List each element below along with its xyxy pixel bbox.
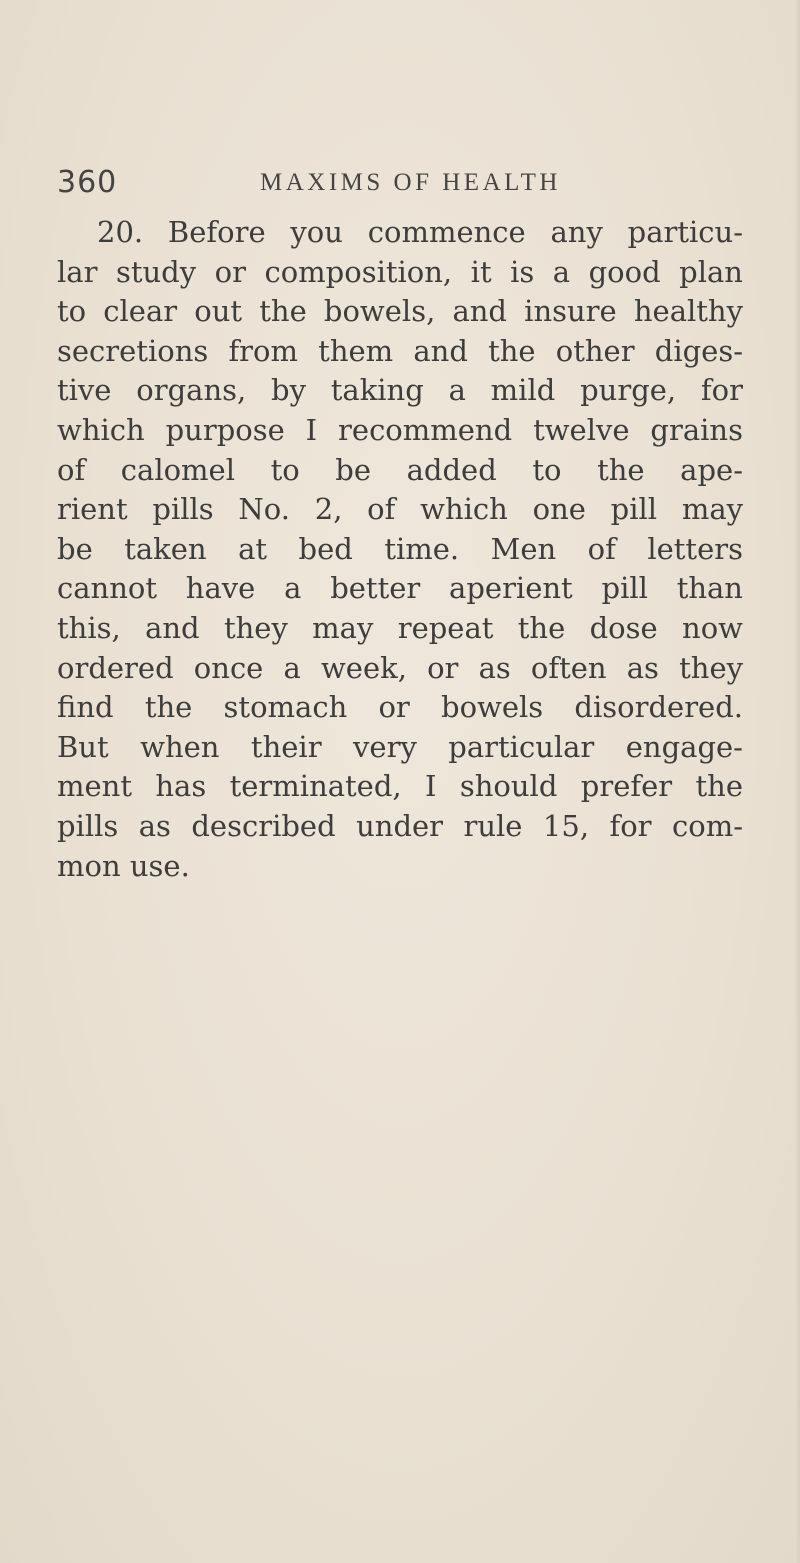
text-line: tive organs, by taking a mild purge, for (57, 373, 743, 408)
page-edge (794, 0, 800, 1563)
text-line: ment has terminated, I should prefer the (57, 769, 743, 804)
text-line: pills as described under rule 15, for com- (57, 808, 743, 843)
running-title: MAXIMS OF HEALTH (260, 169, 561, 196)
text-line: which purpose I recommend twelve grains (57, 412, 743, 447)
text-line: ordered once a week, or as often as they (57, 650, 743, 685)
text-line: cannot have a better aperient pill than (57, 571, 743, 606)
text-line: lar study or composition, it is a good plan (57, 254, 743, 289)
text-line: secretions from them and the other diges- (57, 333, 743, 368)
text-line: of calomel to be added to the ape- (57, 452, 743, 487)
page-number: 360 (57, 165, 118, 200)
running-head (57, 165, 757, 205)
text-line: mon use. (57, 848, 190, 883)
text-line: to clear out the bowels, and insure healthy (57, 294, 743, 329)
text-line: this, and they may repeat the dose now (57, 610, 743, 645)
paragraph (57, 213, 743, 886)
text-line: 20. Before you commence any particu- (97, 215, 743, 249)
text-line: But when their very particular engage- (57, 729, 743, 764)
text-line: find the stomach or bowels disordered. (57, 690, 743, 725)
text-line: be taken at bed time. Men of letters (57, 531, 743, 566)
text-line: rient pills No. 2, of which one pill may (57, 492, 743, 527)
